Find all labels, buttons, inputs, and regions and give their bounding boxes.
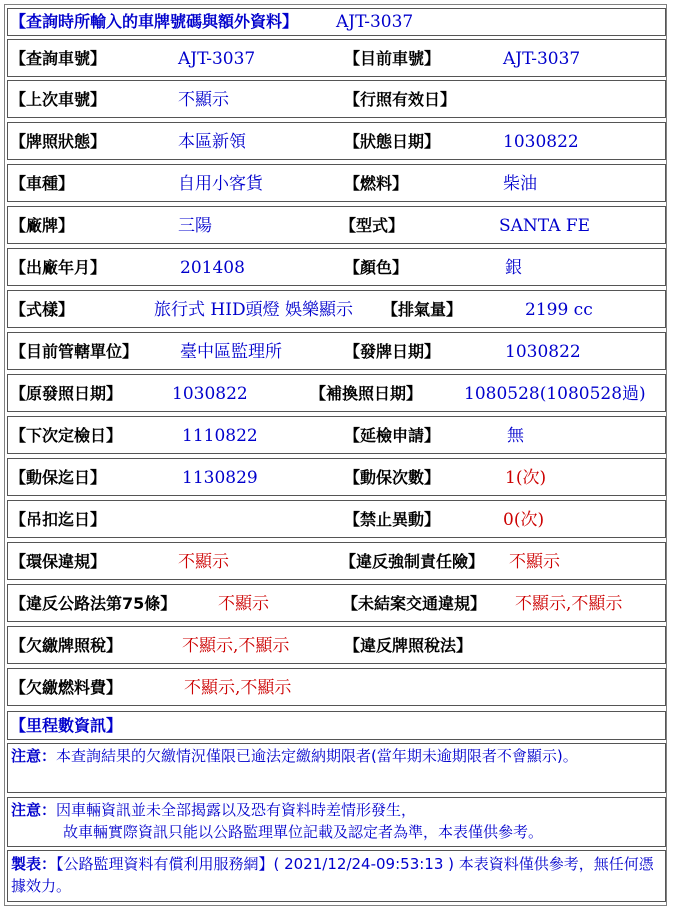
field-label: 【吊扣迄日】 <box>10 510 107 529</box>
field-label: 【排氣量】 <box>382 300 463 319</box>
field-value: 1110822 <box>182 426 258 446</box>
footer-prefix: 製表： <box>11 855 57 873</box>
data-row <box>7 626 666 664</box>
field-label: 【出廠年月】 <box>10 258 107 277</box>
field-value: 不顯示 <box>509 552 560 572</box>
field-label: 【違反牌照稅法】 <box>344 636 473 655</box>
data-row <box>7 206 666 244</box>
field-label: 【型式】 <box>340 216 405 235</box>
field-label: 【違反強制責任險】 <box>340 552 485 571</box>
field-label: 【車種】 <box>10 174 75 193</box>
field-label: 【延檢申請】 <box>344 426 441 445</box>
field-label: 【式樣】 <box>10 300 75 319</box>
header-row <box>7 8 666 36</box>
data-row <box>7 290 666 328</box>
note-2 <box>7 797 666 847</box>
field-value: AJT-3037 <box>503 49 581 69</box>
field-label: 【目前管轄單位】 <box>10 342 139 361</box>
field-label: 【欠繳牌照稅】 <box>10 636 123 655</box>
data-row <box>7 164 666 202</box>
data-row <box>7 374 666 412</box>
field-value: 不顯示,不顯示 <box>184 678 292 698</box>
header-title: 【查詢時所輸入的車牌號碼與額外資料】 <box>10 12 299 31</box>
data-row <box>7 80 666 118</box>
field-value: 1130829 <box>182 468 258 488</box>
data-row <box>7 542 666 580</box>
note-2-line2: 故車輛實際資訊只能以公路監理單位記載及認定者為準，本表僅供參考。 <box>63 823 544 841</box>
field-label: 【上次車號】 <box>10 90 107 109</box>
field-value: 不顯示 <box>178 552 229 572</box>
field-value: 201408 <box>180 258 245 278</box>
data-row <box>7 332 666 370</box>
field-value: 本區新領 <box>178 132 246 152</box>
field-value: 柴油 <box>503 174 537 194</box>
note-1-text: 本查詢結果的欠繳情況僅限已逾法定繳納期限者(當年期未逾期限者不會顯示)。 <box>56 747 578 765</box>
mileage-row <box>7 711 666 740</box>
field-value: 1030822 <box>172 384 248 404</box>
field-value: 臺中區監理所 <box>180 342 282 362</box>
field-label: 【動保次數】 <box>344 468 441 487</box>
header-plate: AJT-3037 <box>336 12 414 32</box>
field-label: 【禁止異動】 <box>344 510 441 529</box>
field-label: 【環保違規】 <box>10 552 107 571</box>
note-1 <box>7 743 666 793</box>
data-row <box>7 39 666 77</box>
field-value: 不顯示 <box>178 90 229 110</box>
field-value: 1080528(1080528過) <box>464 384 646 404</box>
field-value: 不顯示 <box>218 594 269 614</box>
note-2-prefix: 注意： <box>11 801 57 819</box>
note-2-line1: 因車輛資訊並未全部揭露以及恐有資料時差情形發生， <box>56 801 417 819</box>
data-row <box>7 416 666 454</box>
data-row <box>7 500 666 538</box>
field-label: 【廠牌】 <box>10 216 75 235</box>
field-label: 【下次定檢日】 <box>10 426 123 445</box>
field-label: 【動保迄日】 <box>10 468 107 487</box>
field-label: 【欠繳燃料費】 <box>10 678 123 697</box>
field-value: 旅行式 HID頭燈 娛樂顯示 <box>154 300 353 320</box>
field-value: 1030822 <box>503 132 579 152</box>
field-label: 【查詢車號】 <box>10 49 107 68</box>
field-label: 【違反公路法第75條】 <box>10 594 177 613</box>
field-label: 【原發照日期】 <box>10 384 123 403</box>
field-value: 不顯示,不顯示 <box>515 594 623 614</box>
field-value: 2199 cc <box>525 300 593 320</box>
field-value: 自用小客貨 <box>178 174 263 194</box>
field-label: 【狀態日期】 <box>344 132 441 151</box>
field-value: SANTA FE <box>499 216 591 236</box>
data-row <box>7 122 666 160</box>
field-value: AJT-3037 <box>178 49 256 69</box>
field-label: 【發牌日期】 <box>344 342 441 361</box>
field-label: 【未結案交通違規】 <box>342 594 487 613</box>
data-row <box>7 458 666 496</box>
data-row <box>7 668 666 706</box>
footer-text: 【公路監理資料有償利用服務網】( 2021/12/24-09:53:13 ) 本表資料僅供參考，無任何憑據效力。 <box>11 855 654 895</box>
data-row <box>7 584 666 622</box>
field-label: 【燃料】 <box>344 174 409 193</box>
field-label: 【補換照日期】 <box>310 384 423 403</box>
field-value: 三陽 <box>178 216 212 236</box>
note-1-prefix: 注意： <box>11 747 57 765</box>
field-value: 0(次) <box>503 510 545 530</box>
field-value: 1030822 <box>505 342 581 362</box>
field-value: 無 <box>507 426 524 446</box>
footer-row <box>7 850 666 902</box>
field-value: 不顯示,不顯示 <box>182 636 290 656</box>
field-label: 【行照有效日】 <box>344 90 457 109</box>
field-value: 1(次) <box>505 468 547 488</box>
field-label: 【目前車號】 <box>344 49 441 68</box>
field-value: 銀 <box>505 258 522 278</box>
data-row <box>7 248 666 286</box>
mileage-title: 【里程數資訊】 <box>10 716 123 735</box>
field-label: 【牌照狀態】 <box>10 132 107 151</box>
field-label: 【顏色】 <box>344 258 409 277</box>
